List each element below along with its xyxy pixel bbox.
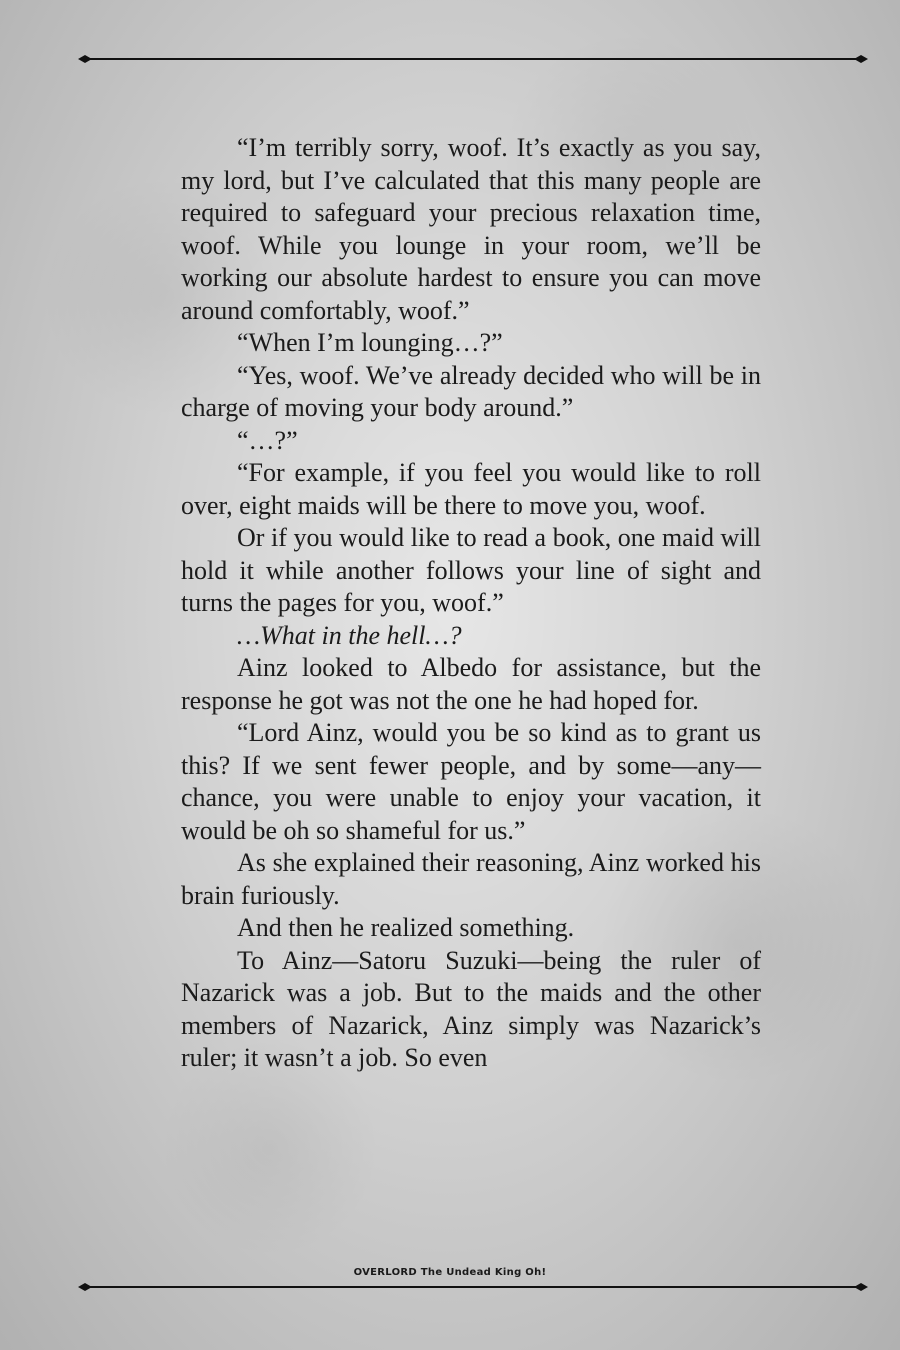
paragraph-10: As she explained their reasoning, Ainz worked his brain furiously. (181, 848, 761, 910)
body-text (181, 132, 761, 1075)
paragraph-12: To Ainz—Satoru Suzuki—being the ruler of Nazarick was a job. But to the maids and the other members of Nazarick, Ainz simply was Nazarick’s ruler; it wasn’t a job. So even (181, 945, 761, 1072)
running-footer: OVERLORD The Undead King Oh! (353, 1267, 547, 1278)
paragraph-7-italic-thought: …What in the hell…? (237, 620, 462, 650)
paragraph-1: “I’m terribly sorry, woof. It’s exactly as you say, my lord, but I’ve calculated that this many people are required to safeguard your precious relaxation time, woof. While you lounge in your room, we’ll be working our absolute hardest to ensure you can move around comfortably, woof.” (181, 133, 761, 325)
paragraph-6: Or if you would like to read a book, one maid will hold it while another follows your line of sight and turns the pages for you, woof.” (181, 523, 761, 617)
top-divider (78, 52, 868, 66)
bottom-divider (78, 1280, 868, 1294)
paragraph-2: “When I’m lounging…?” (237, 328, 503, 357)
paragraph-8: Ainz looked to Albedo for assistance, but the response he got was not the one he had hoped for. (181, 653, 761, 715)
paragraph-5: “For example, if you feel you would like to roll over, eight maids will be there to move you, woof. (181, 458, 761, 520)
paragraph-3: “Yes, woof. We’ve already decided who will be in charge of moving your body around.” (181, 360, 761, 422)
paragraph-11: And then he realized something. (237, 913, 575, 942)
paragraph-4: “…?” (237, 425, 298, 455)
paragraph-9: “Lord Ainz, would you be so kind as to grant us this? If we sent fewer people, and by some—any—chance, you were unable to enjoy your vacation, it would be oh so shameful for us.” (181, 718, 761, 845)
